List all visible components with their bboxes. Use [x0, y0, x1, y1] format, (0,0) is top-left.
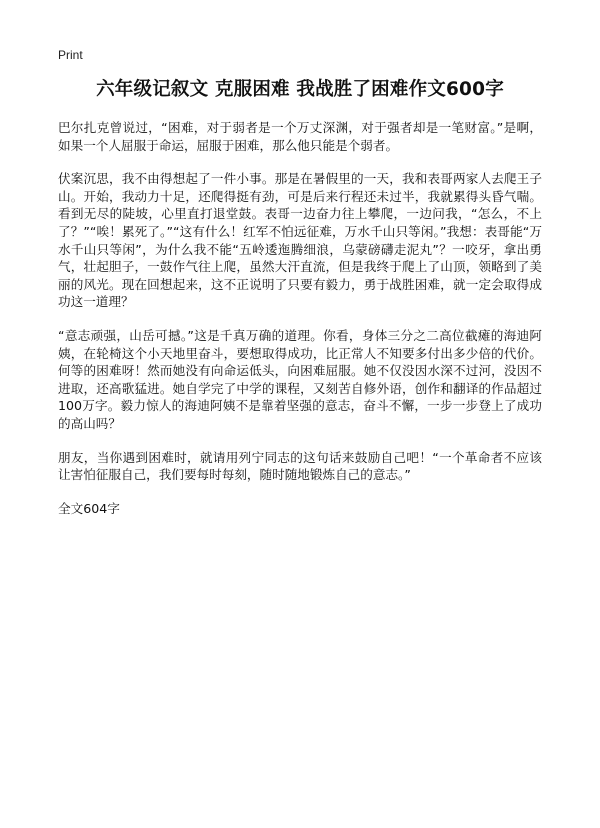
paragraph-4: 朋友，当你遇到困难时，就请用列宁同志的这句话来鼓励自己吧！“一个革命者不应该让害怕征服自己，我们要每时每刻，随时随地锻炼自己的意志。”: [58, 449, 542, 483]
print-link[interactable]: Print: [58, 48, 83, 62]
word-count: 全文604字: [58, 500, 120, 516]
paragraph-3: “意志顽强，山岳可撼。”这是千真万确的道理。你看，身体三分之二高位截瘫的海迪阿姨，在轮椅这个小天地里奋斗，要想取得成功，比正常人不知要多付出多少倍的代价。何等的困难呀！然而她没有向命运低头，向困难屈服。她不仅没因水深不过河，没因不进取，还高歌猛进。她自学完了中学的课程，又刻苦自修外语，创作和翻译的作品超过100万字。毅力惊人的海迪阿姨不是靠着坚强的意志，奋斗不懈，一步一步登上了成功的高山吗？: [58, 327, 542, 431]
article-title: 六年级记叙文 克服困难 我战胜了困难作文600字: [96, 79, 504, 100]
paragraph-2: 伏案沉思，我不由得想起了一件小事。那是在暑假里的一天，我和表哥两家人去爬王子山。开始，我动力十足，还爬得挺有劲，可是后来行程还未过半，我就累得头昏气喘。看到无尽的陡坡，心里直打退堂鼓。表哥一边奋力往上攀爬，一边问我，“怎么，不上了？”“唉！累死了。”“这有什么！红军不怕远征难，万水千山只等闲。”我想：表哥能“万水千山只等闲”，为什么我不能“五岭逶迤腾细浪，乌蒙磅礴走泥丸”？一咬牙，拿出勇气，壮起胆子，一鼓作气往上爬，虽然大汗直流，但是我终于爬上了山顶，领略到了美丽的风光。现在回想起来，这不正说明了只要有毅力，勇于战胜困难，就一定会取得成功这一道理？: [58, 171, 542, 310]
article-body: [58, 119, 542, 484]
paragraph-1: 巴尔扎克曾说过，“困难，对于弱者是一个万丈深渊，对于强者却是一笔财富。”是啊，如果一个人屈服于命运，屈服于困难，那么他只能是个弱者。: [58, 120, 542, 153]
